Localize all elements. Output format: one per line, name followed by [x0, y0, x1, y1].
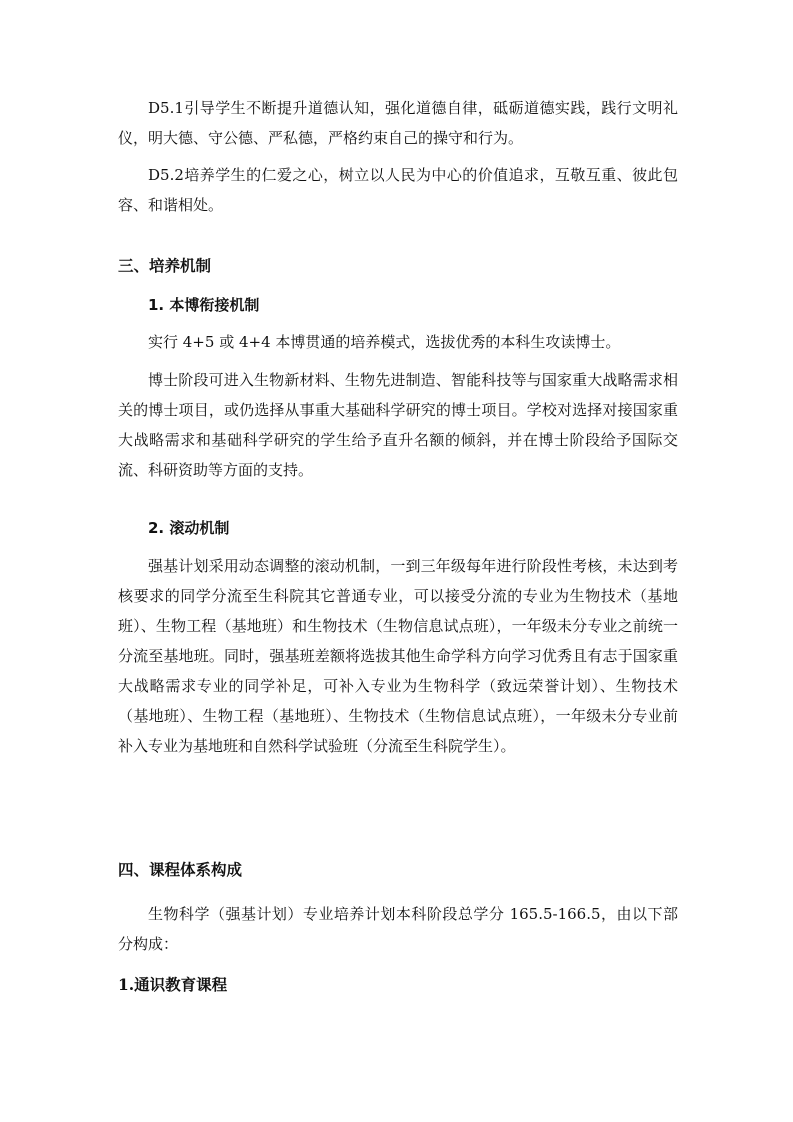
section-heading-training-mechanism: 三、培养机制	[118, 257, 212, 275]
paragraph-doctoral-stage: 博士阶段可进入生物新材料、生物先进制造、智能科技等与国家重大战略需求相关的博士项目，或仍选择从事重大基础科学研究的博士项目。学校对选择对接国家重大战略需求和基础科学研究的学生给予直升名额的倾斜，并在博士阶段给予国际交流、科研资助等方面的支持。	[118, 371, 678, 479]
subheading-general-education: 1.通识教育课程	[118, 975, 228, 994]
section-heading-curriculum: 四、课程体系构成	[118, 861, 243, 879]
paragraph-total-credits: 生物科学（强基计划）专业培养计划本科阶段总学分 165.5-166.5，由以下部分构成：	[118, 905, 678, 953]
subheading-bachelor-doctor-link: 1. 本博衔接机制	[148, 296, 260, 314]
paragraph-d5-1: D5.1引导学生不断提升道德认知，强化道德自律，砥砺道德实践，践行文明礼仪，明大德、守公德、严私德，严格约束自己的操守和行为。	[118, 99, 678, 147]
subheading-rolling-mechanism: 2. 滚动机制	[148, 519, 230, 537]
paragraph-program-mode: 实行 4+5 或 4+4 本博贯通的培养模式，选拔优秀的本科生攻读博士。	[148, 333, 621, 351]
paragraph-rolling-mechanism: 强基计划采用动态调整的滚动机制，一到三年级每年进行阶段性考核，未达到考核要求的同学分流至生科院其它普通专业，可以接受分流的专业为生物技术（基地班）、生物工程（基地班）和生物技术（生物信息试点班），一年级未分专业之前统一分流至基地班。同时，强基班差额将选拔其他生命学科方向学习优秀且有志于国家重大战略需求专业的同学补足，可补入专业为生物科学（致远荣誉计划）、生物技术（基地班）、生物工程（基地班）、生物技术（生物信息试点班），一年级未分专业前补入专业为基地班和自然科学试验班（分流至生科院学生）。	[118, 557, 678, 755]
paragraph-d5-2: D5.2培养学生的仁爱之心，树立以人民为中心的价值追求，互敬互重、彼此包容、和谐相处。	[118, 166, 678, 214]
